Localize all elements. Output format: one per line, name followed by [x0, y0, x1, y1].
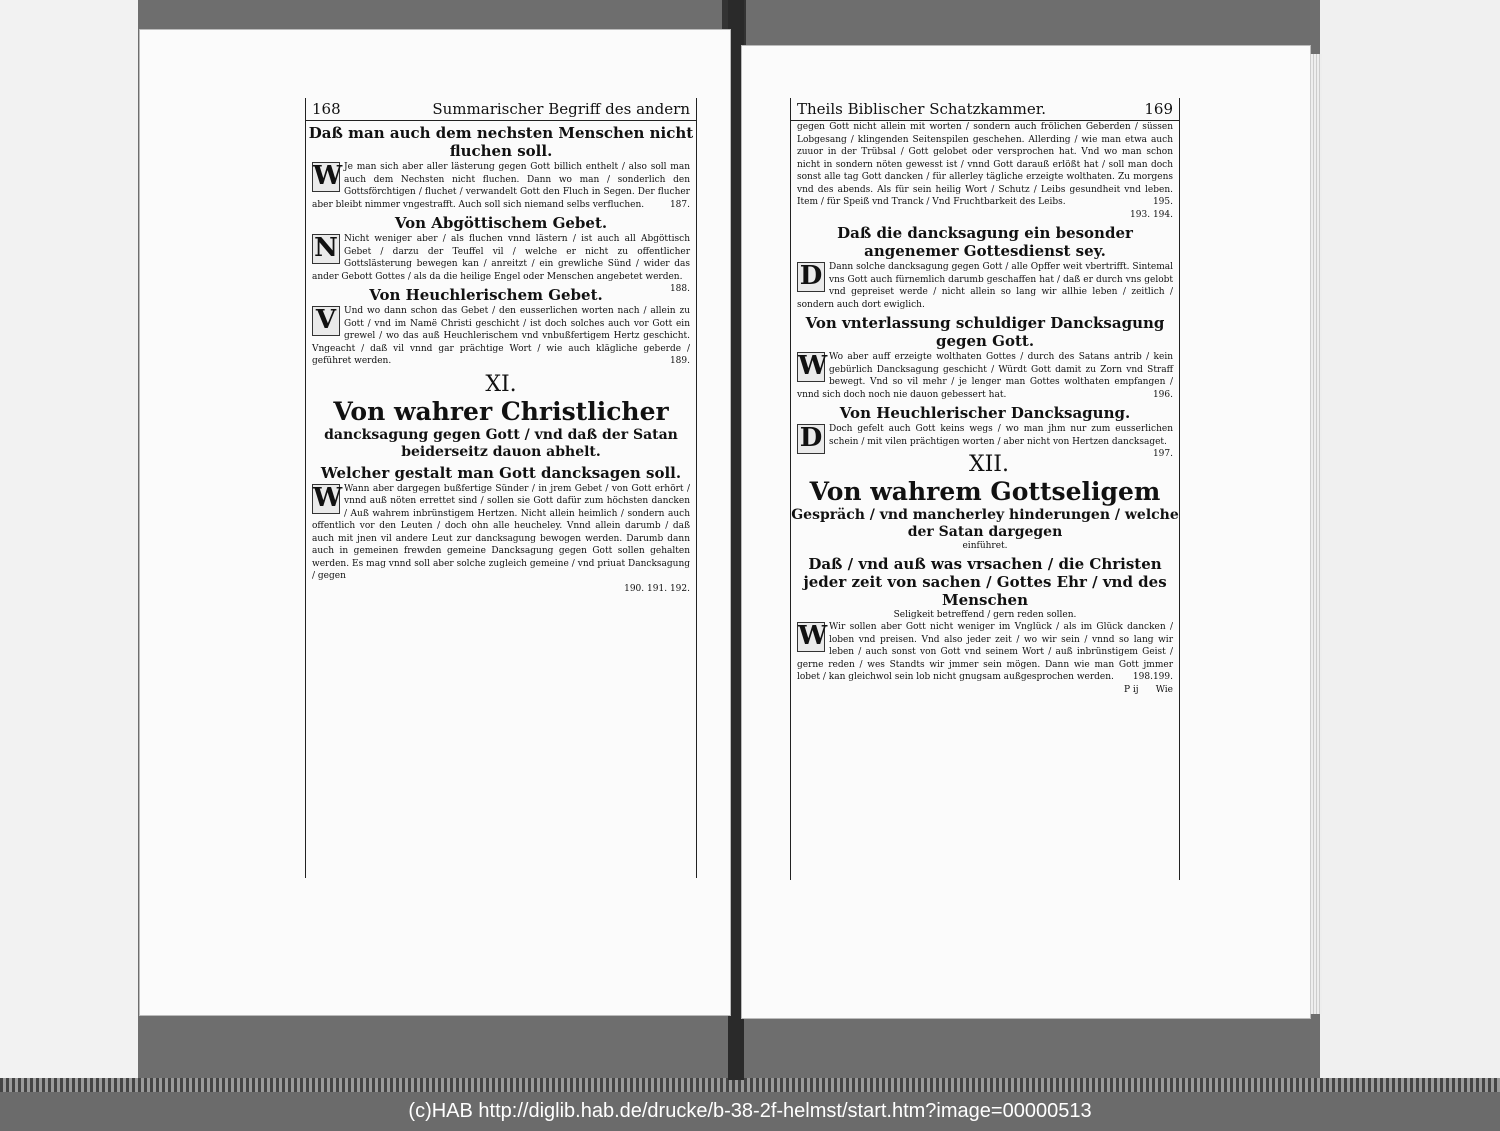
section-heading: Daß man auch dem nechsten Menschen nicht fluchen soll. — [308, 124, 694, 160]
verse-numbers: 193. 194. — [1130, 209, 1173, 220]
chapter-subtitle: Gespräch / vnd mancherley hinderungen / welche der Satan dargegen — [791, 507, 1179, 540]
scan-floor — [0, 1078, 1500, 1092]
section-text: N Nicht weniger aber / als fluchen vnnd lästern / ist auch all Abgöttisch Gebet / darzu der Teuffel vil / welche er nicht zu offentlicher Gottslästerung bewegen kan / anreitzt / ein grewliche Sünd / wider das ander Gebott Gottes / als da die heilige Engel oder Menschen angebetet werden. 188. — [312, 233, 690, 294]
chapter-title: Von wahrem Gottseligem — [809, 477, 1161, 506]
source-caption: (c)HAB http://diglib.hab.de/drucke/b-38-2f-helmst/start.htm?image=00000513 — [0, 1092, 1500, 1131]
page-edges — [1310, 54, 1322, 1014]
chapter-subtitle-small: einführet. — [962, 541, 1008, 551]
page-footer — [791, 684, 1179, 697]
verse-numbers: 190. 191. 192. — [624, 583, 690, 594]
initial-letter: W — [798, 351, 828, 381]
catchword: Wie — [1155, 684, 1173, 695]
left-running-header — [306, 98, 696, 121]
section-heading: Von Abgöttischem Gebet. — [394, 214, 608, 232]
chapter-number: XII. — [968, 452, 1009, 477]
initial-letter: W — [798, 621, 828, 651]
left-page-number: 168 — [312, 100, 341, 118]
section-text: W Je man sich aber aller lästerung gegen Gott billich enthelt / also soll man auch dem Nechsten nicht fluchen. Dann wo man / sonderlich den Gottsförchtigen / fluchet / verwandelt Gott den Fluch in Segen. Der flucher aber bleibt nimmer vngestrafft. Auch soll sich niemand selbs verfluchen. 187. — [312, 161, 690, 210]
section-heading: Daß die dancksagung ein besonder angenemer Gottesdienst sey. — [837, 224, 1133, 260]
initial-letter: N — [312, 234, 340, 264]
initial-letter: W — [313, 161, 343, 191]
chapter-title: Von wahrer Christlicher — [333, 396, 669, 426]
section-heading: Von Heuchlerischem Gebet. — [369, 286, 603, 304]
section-text: W Wann aber dargegen bußfertige Sünder / in jrem Gebet / von Gott erhört / vnnd auß nöten errettet sind / sollen sie Gott dafür zum höchsten dancken / Auß wahrem inbrünstigem Hertzen. Nicht allein heimlich / sondern auch offentlich vor den Leuten / doch ohn alle heucheley. Vnnd allein darumb / daß auch mit jnen vil andere Leut zur dancksagung bewogen werden. Darumb dann auch in gemeinen frewden gemeine Dancksagung gegen Gott sollen gehalten werden. Es mag vnnd soll aber solche zugleich gemeine / vnd priuat Dancksagung / gegen — [312, 482, 690, 581]
signature-mark: P ij — [1123, 684, 1139, 695]
initial-letter: V — [312, 306, 340, 336]
left-running-head: Summarischer Begriff des andern — [432, 100, 690, 118]
section-text: W Wir sollen aber Gott nicht weniger im Vnglück / als im Glück dancken / loben vnd preisen. Vnd also jeder zeit / wo wir sein / vnnd so lang wir leben / auch sonst von Gott vnd seinem Wort / auß inbrünstigem Geist / gerne reden / wes Standts wir jmmer sein mögen. Dann wie man Gott jmmer lobet / kan gleichwol sein lob nicht gnugsam außgesprochen werden. 198.199. — [797, 621, 1173, 682]
right-running-header — [791, 98, 1179, 121]
section-text: V Und wo dann schon das Gebet / den eusserlichen worten nach / allein zu Gott / vnd im Namë Christi geschicht / ist doch solches auch vor Gott ein grewel / wo das auß Heuchlerischem vnd vnbußfertigem Hertz geschicht. Vngeacht / daß vil vnnd gar prächtige Wort / wie auch klägliche geberde / geführet werden. 189. — [312, 305, 690, 366]
chapter-number: XI. — [485, 371, 517, 397]
section-heading-small: Seligkeit betreffend / gern reden sollen. — [893, 610, 1077, 620]
initial-letter: D — [797, 424, 825, 454]
right-page-number: 169 — [1144, 100, 1173, 118]
initial-letter: W — [313, 482, 343, 513]
left-text-column — [305, 98, 697, 878]
section-heading: Von Heuchlerischer Dancksagung. — [839, 404, 1131, 422]
chapter-subtitle: dancksagung gegen Gott / vnd daß der Satan beiderseitz dauon abhelt. — [324, 426, 678, 460]
section-heading: Daß / vnd auß was vrsachen / die Christen jeder zeit von sachen / Gottes Ehr / vnd des Menschen — [803, 555, 1167, 609]
section-heading: Von vnterlassung schuldiger Dancksagung gegen Gott. — [805, 314, 1165, 350]
right-text-column — [790, 98, 1180, 880]
section-text: D Doch gefelt auch Gott keins wegs / wo man jhm nur zum eusserlichen schein / mit vilen prächtigen worten / aber nicht von Hertzen dancksaget. 197. — [791, 423, 1179, 448]
background-right — [1320, 0, 1500, 1090]
initial-letter: D — [797, 262, 825, 292]
section-text: W Wo aber auff erzeigte wolthaten Gottes / durch des Satans antrib / kein gebürlich Dancksagung geschicht / Würdt Gott damit zu Zorn vnd Straff bewegt. Vnd so vil mehr / je lenger man Gottes wolthaten empfangen / vnnd sich doch noch nie dauon gebessert hat. 196. — [797, 351, 1173, 400]
section-heading: Welcher gestalt man Gott dancksagen soll. — [320, 463, 682, 482]
right-running-head: Theils Biblischer Schatzkammer. — [797, 100, 1047, 118]
section-text: gegen Gott nicht allein mit worten / sondern auch frölichen Geberden / süssen Lobgesang / klingenden Seitenspilen geschehen. Allerding / wie man etwa auch zuuor in der Trübsal / Gott gelobet oder versprochen hat. Vnd wo man schon nicht in sondern nöten gewesst ist / vnnd Gott darauß erlößt hat / soll man doch sonst alle tag Gott dancken / für allerley tägliche erzeigte wolthaten. Zu morgens vnd des abends. Als für sein heilig Wort / Schutz / Leibs gesundheit vnd leben. Item / für Speiß vnd Tranck / Vnd Fruchtbarkeit des Leibs. 195. — [797, 122, 1173, 207]
background-left — [0, 0, 138, 1090]
section-text: D Dann solche dancksagung gegen Gott / alle Opffer weit vbertrifft. Sintemal vns Gott auch fürnemlich darumb geschaffen hat / daß er durch vns gelobt vnd gepreiset werde / nicht allein so lang wir allhie leben / zeitlich / sondern auch dort ewiglich. — [797, 261, 1173, 310]
